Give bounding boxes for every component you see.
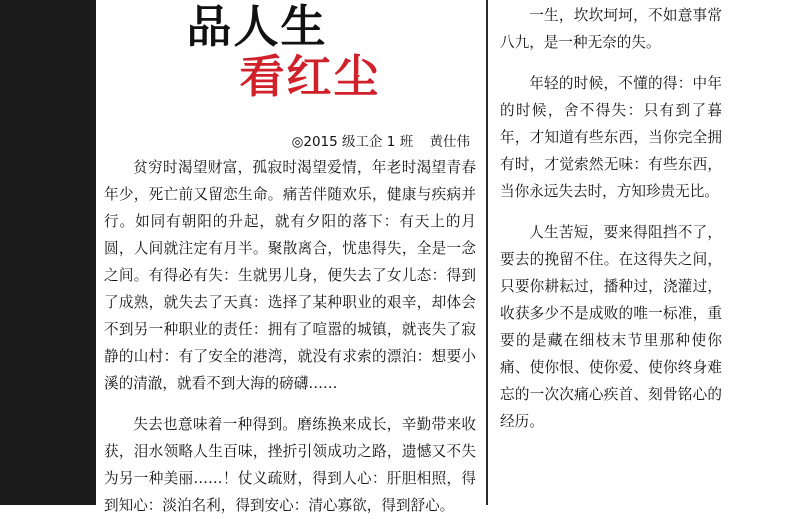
page-title xyxy=(96,0,478,103)
headline-line-1: 品人生 xyxy=(186,0,328,53)
column-divider-rule xyxy=(486,0,488,505)
body-column-left xyxy=(104,154,476,519)
left-gutter-bar xyxy=(0,0,96,505)
byline xyxy=(96,130,478,150)
paragraph: 年轻的时候，不懂的得：中年的时候，舍不得失：只有到了暮年，才知道有些东西，当你完全拥有时，才觉索然无味：有些东西，当你永远失去时，方知珍贵无比。 xyxy=(500,75,722,200)
headline-line-2: 看红尘 xyxy=(239,49,381,103)
paragraph: 人生苦短，要来得阻挡不了，要去的挽留不住。在这得失之间，只要你耕耘过，播种过，浇灌过，收获多少不是成败的唯一标准，重要的是藏在细枝末节里那种使你痛、使你恨、使你爱、使你终身难忘的一次次痛心疾首、刻骨铭心的经历。 xyxy=(500,224,722,430)
paragraph: 贫穷时渴望财富，孤寂时渴望爱情，年老时渴望青春年少，死亡前又留恋生命。痛苦伴随欢乐，健康与疾病并行。如同有朝阳的升起，就有夕阳的落下：有天上的月圆，人间就注定有月半。聚散离合，忧患得失，全是一念之间。有得必有失：生就男儿身，便失去了女儿态：得到了成熟，就失去了天真：选择了某种职业的艰辛，却体会不到另一种职业的责任：拥有了喧嚣的城镇，就丧失了寂静的山村：有了安全的港湾，就没有求索的漂泊：想要小溪的清澈，就看不到大海的磅礴…… xyxy=(104,159,476,392)
paragraph: 一生，坎坎坷坷，不如意事常八九，是一种无奈的失。 xyxy=(500,7,722,51)
body-column-right xyxy=(500,2,722,435)
paragraph: 失去也意味着一种得到。磨练换来成长，辛勤带来收获，泪水领略人生百味，挫折引领成功之路，遗憾又不失为另一种美丽……！仗义疏财，得到人心：肝胆相照，得到知心：淡泊名利，得到安心：清心寡欲，得到舒心。 xyxy=(104,416,476,514)
byline-class: ◎2015 级工企 1 班 xyxy=(291,134,414,150)
byline-author: 黄仕伟 xyxy=(429,134,470,150)
